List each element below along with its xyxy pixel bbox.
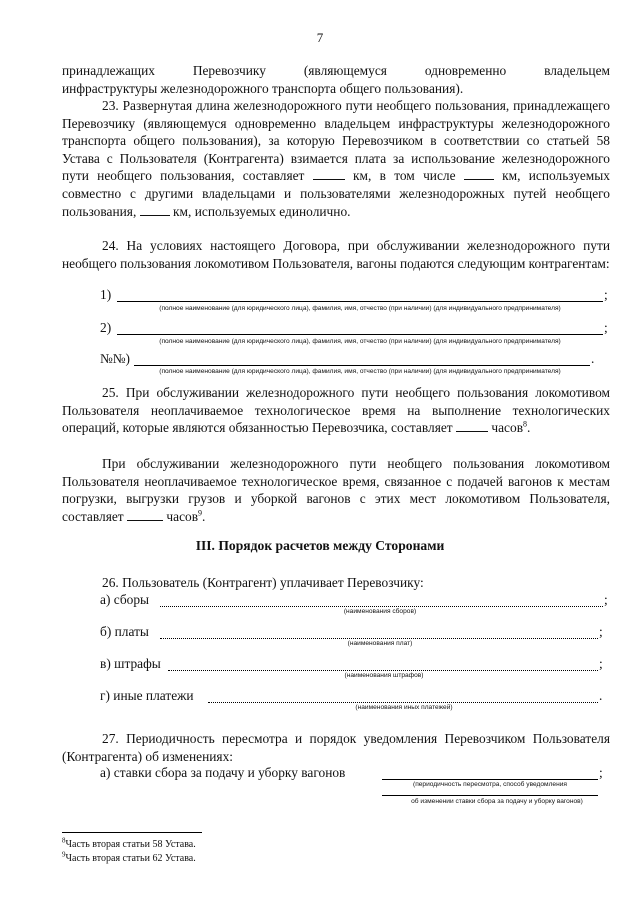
contractor-n-label: №№) [100, 351, 131, 366]
footnote-ref-8: 8 [523, 419, 528, 429]
contractor-1-caption: (полное наименование (для юридического лица), фамилия, имя, отчество (при наличии) (для индивидуального предпринимателя) [159, 305, 561, 312]
contractor-2-end: ; [604, 320, 608, 335]
fees-label: а) сборы [100, 592, 150, 607]
contractor-2-label: 2) [100, 320, 112, 335]
contractor-2-row [100, 320, 610, 338]
payments-line [160, 638, 598, 639]
contractor-n-row [100, 351, 610, 369]
paragraph-26: 26. Пользователь (Контрагент) уплачивает Перевозчику: [102, 575, 424, 590]
footnote-9-number: 9 [62, 850, 66, 859]
footnote-8-text: Часть вторая статьи 58 Устава. [65, 839, 196, 850]
p25-text-3: При обслуживании железнодорожного пути необщего пользования локомотивом Пользователя неоплачиваемое технологическое время, связанное с подачей вагонов к местам погрузки, выгрузки грузов и уборкой вагонов с этих мест локомотивом Пользователя, составляет [62, 456, 610, 524]
other-payments-end: . [599, 688, 603, 703]
fines-line [168, 670, 598, 671]
rate-review-caption-2: об изменении ставки сбора за подачу и уборку вагонов) [411, 798, 583, 805]
contractor-n-end: . [591, 351, 595, 366]
p23-text-4: км, используемых единолично. [173, 203, 351, 219]
rate-review-end: ; [599, 765, 603, 780]
contractor-1-end: ; [604, 287, 608, 302]
p23-text-1: 23. Развернутая длина железнодорожного пути необщего пользования, принадлежащего Перевозчику (являющемуся одновременно владельцем инфраструктуры железнодорожного транспорта общего пользования), за которую Перевозчиком в соответствии со статьей 58 Устава с Пользователя (Контрагента) взимается плата за использование железнодорожного пути необщего пользования, составляет [62, 98, 610, 184]
footnote-8-number: 8 [62, 836, 66, 845]
p25-period-2: . [202, 508, 206, 524]
payments-end: ; [599, 624, 603, 639]
contractor-1-label: 1) [100, 287, 112, 302]
rate-review-line-2 [382, 795, 598, 796]
p25-text-4: часов [166, 508, 199, 524]
other-payments-caption: (наименования иных платежей) [355, 704, 453, 711]
fees-end: ; [604, 592, 608, 607]
footnote-9-text: Часть вторая статьи 62 Устава. [65, 853, 196, 864]
p25-text-2: часов [491, 420, 524, 436]
p25-blank-hours-1 [456, 420, 488, 432]
paragraph-23 [62, 97, 610, 220]
rate-review-caption-1: (периодичность пересмотра, способ уведомления [413, 781, 567, 788]
payments-caption: (наименования плат) [347, 640, 413, 647]
other-payments-label: г) иные платежи [100, 688, 194, 703]
footnote-ref-9: 9 [198, 508, 203, 518]
p25-period-1: . [527, 420, 531, 436]
paragraph-continuation-line2: инфраструктуры железнодорожного транспорта общего пользования). [62, 80, 464, 96]
fines-caption: (наименования штрафов) [344, 672, 424, 679]
p23-text-3: км, используемых совместно с другими владельцами и пользователями железнодорожных путей необщего пользования, [62, 168, 610, 219]
contractor-1-row [100, 287, 610, 305]
contractor-1-line [117, 301, 603, 302]
p23-text-2: км, в том числе [352, 168, 456, 184]
p23-blank-exclusive-km [140, 204, 170, 216]
payments-label: б) платы [100, 624, 149, 639]
rate-review-label: а) ставки сбора за подачу и уборку вагонов [100, 765, 346, 780]
paragraph-27: 27. Периодичность пересмотра и порядок уведомления Перевозчиком Пользователя (Контрагента) об изменениях: [62, 731, 610, 764]
section-3-heading: III. Порядок расчетов между Сторонами [195, 538, 445, 553]
footnote-9 [62, 852, 196, 865]
rate-review-line [382, 779, 598, 780]
fines-end: ; [599, 656, 603, 671]
paragraph-continuation-line1: принадлежащих Перевозчику (являющемуся одновременно владельцем [62, 63, 610, 78]
other-payments-line [208, 702, 598, 703]
contractor-n-line [134, 365, 590, 366]
fees-line [160, 606, 603, 607]
paragraph-25 [62, 384, 610, 437]
contractor-2-caption: (полное наименование (для юридического лица), фамилия, имя, отчество (при наличии) (для индивидуального предпринимателя) [159, 338, 561, 345]
contractor-2-line [117, 334, 603, 335]
fees-caption: (наименования сборов) [343, 608, 417, 615]
paragraph-25-cont [62, 455, 610, 525]
footnote-8 [62, 838, 196, 851]
p23-blank-total-km [313, 168, 345, 180]
paragraph-24: 24. На условиях настоящего Договора, при обслуживании железнодорожного пути необщего пользования локомотивом Пользователя, вагоны подаются следующим контрагентам: [62, 238, 610, 271]
page-number: 7 [316, 30, 324, 45]
fines-label: в) штрафы [100, 656, 161, 671]
p23-blank-shared-km [464, 168, 494, 180]
footnote-separator [62, 832, 202, 833]
contractor-n-caption: (полное наименование (для юридического лица), фамилия, имя, отчество (при наличии) (для индивидуального предпринимателя) [159, 368, 561, 375]
p25-blank-hours-2 [127, 509, 163, 521]
p25-text-1: 25. При обслуживании железнодорожного пути необщего пользования локомотивом Пользователя неоплачиваемое технологическое время на выполнение технологических операций, которые являются обязанностью Перевозчика, составляет [62, 385, 610, 436]
